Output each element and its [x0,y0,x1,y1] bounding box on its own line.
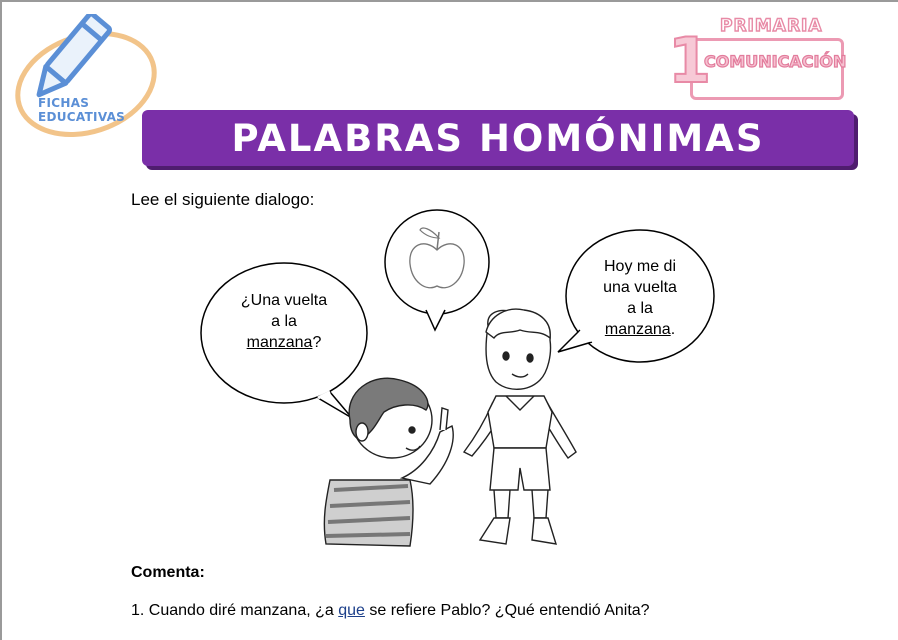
left-bubble-line3 [222,332,346,353]
right-bubble-word: manzana [604,321,671,338]
left-bubble-line1: ¿Una vuelta [240,292,328,309]
left-bubble-line2: a la [271,313,297,330]
question-1-prefix: 1. Cuando diré manzana, ¿a [131,602,339,619]
instruction-text: Lee el siguiente dialogo: [131,190,315,209]
badge-level: PRIMARIA [720,16,823,36]
left-bubble-text [222,290,346,353]
left-bubble-end: ? [312,334,322,351]
page-title: PALABRAS HOMÓNIMAS [231,117,765,160]
right-bubble-line1: Hoy me di [603,258,677,275]
logo-line1: FICHAS [38,96,90,110]
right-bubble-text [580,256,700,340]
girl-illustration [324,378,453,546]
right-bubble-line2: una vuelta [603,279,677,296]
question-1-underlined: que [338,602,365,619]
section-title: Comenta: [131,564,205,581]
right-bubble-line3: a la [627,300,653,317]
left-bubble-word: manzana [246,334,313,351]
question-1-suffix: se refiere Pablo? ¿Qué entendió Anita? [364,602,650,619]
question-1 [131,602,650,620]
right-bubble-end: . [670,321,676,338]
logo-line2: EDUCATIVAS [38,110,126,124]
badge-grade-number: 1 [668,24,712,97]
boy-illustration [464,309,576,544]
badge-subject: COMUNICACIÓN [704,52,847,71]
right-bubble-line4 [580,319,700,340]
